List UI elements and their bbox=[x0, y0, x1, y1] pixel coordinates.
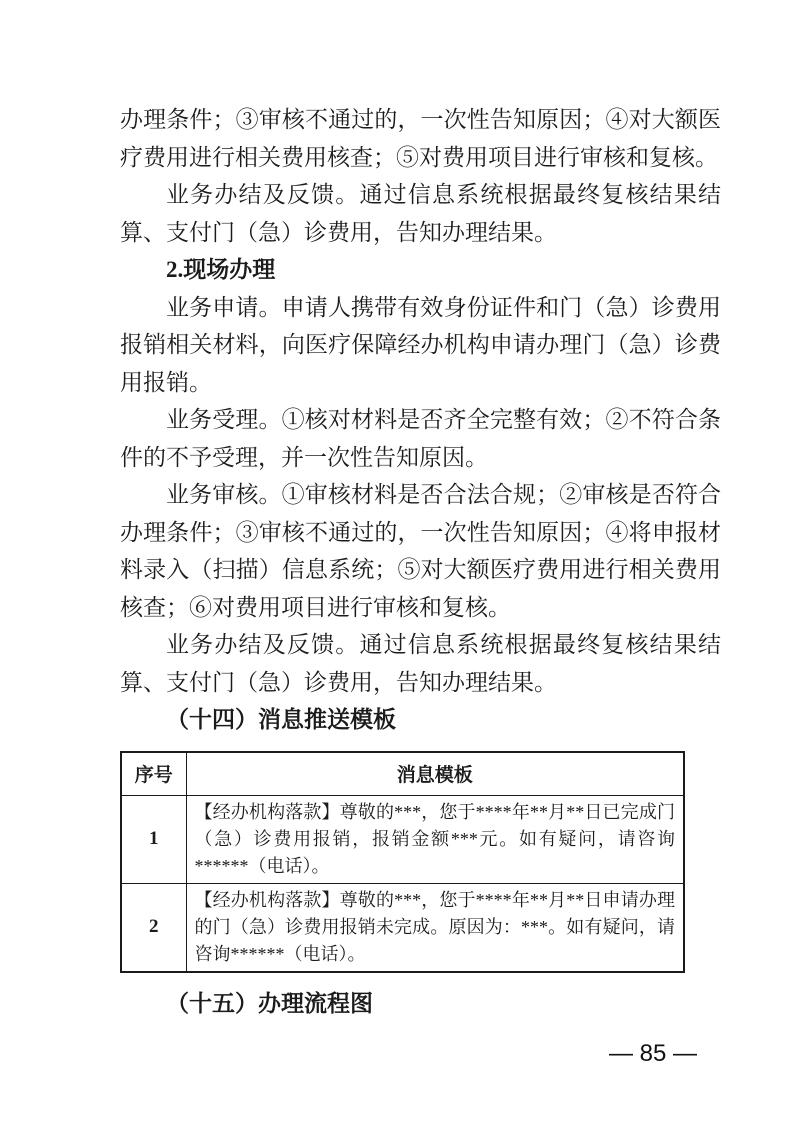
message-template-text: 【经办机构落款】尊敬的***，您于****年**月**日已完成门（急）诊费用报销，报销金额***元。如有疑问，请咨询******（电话）。 bbox=[186, 795, 684, 883]
row-number: 2 bbox=[121, 883, 186, 972]
body-paragraph: 业务审核。①审核材料是否合法合规；②审核是否符合办理条件；③审核不通过的，一次性告知原因；④将申报材料录入（扫描）信息系统；⑤对大额医疗费用进行相关费用核查；⑥对费用项目进行审核和复核。 bbox=[120, 482, 721, 620]
section-heading-14: （十四）消息推送模板 bbox=[166, 707, 396, 732]
body-paragraph: 业务申请。申请人携带有效身份证件和门（急）诊费用报销相关材料，向医疗保障经办机构申请办理门（急）诊费用报销。 bbox=[120, 294, 721, 395]
column-header-template: 消息模板 bbox=[186, 752, 684, 796]
column-header-seq: 序号 bbox=[121, 752, 186, 796]
document-body bbox=[120, 101, 721, 1022]
message-template-table bbox=[120, 751, 685, 973]
body-paragraph: 业务办结及反馈。通过信息系统根据最终复核结果结算、支付门（急）诊费用，告知办理结果。 bbox=[120, 632, 721, 695]
body-paragraph: 办理条件；③审核不通过的，一次性告知原因；④对大额医疗费用进行相关费用核查；⑤对费用项目进行审核和复核。 bbox=[120, 107, 721, 170]
table-header-row bbox=[121, 752, 684, 796]
body-paragraph: 业务办结及反馈。通过信息系统根据最终复核结果结算、支付门（急）诊费用，告知办理结果。 bbox=[120, 182, 721, 245]
table-row bbox=[121, 795, 684, 883]
row-number: 1 bbox=[121, 795, 186, 883]
body-paragraph: 业务受理。①核对材料是否齐全完整有效；②不符合条件的不予受理，并一次性告知原因。 bbox=[120, 407, 721, 470]
section-heading-15: （十五）办理流程图 bbox=[166, 990, 373, 1016]
message-template-text: 【经办机构落款】尊敬的***，您于****年**月**日申请办理的门（急）诊费用报销未完成。原因为：***。如有疑问，请咨询******（电话）。 bbox=[186, 883, 684, 972]
table-row bbox=[121, 883, 684, 972]
page-number: — 85 — bbox=[608, 1040, 697, 1067]
subsection-heading-onsite: 2.现场办理 bbox=[166, 257, 276, 282]
